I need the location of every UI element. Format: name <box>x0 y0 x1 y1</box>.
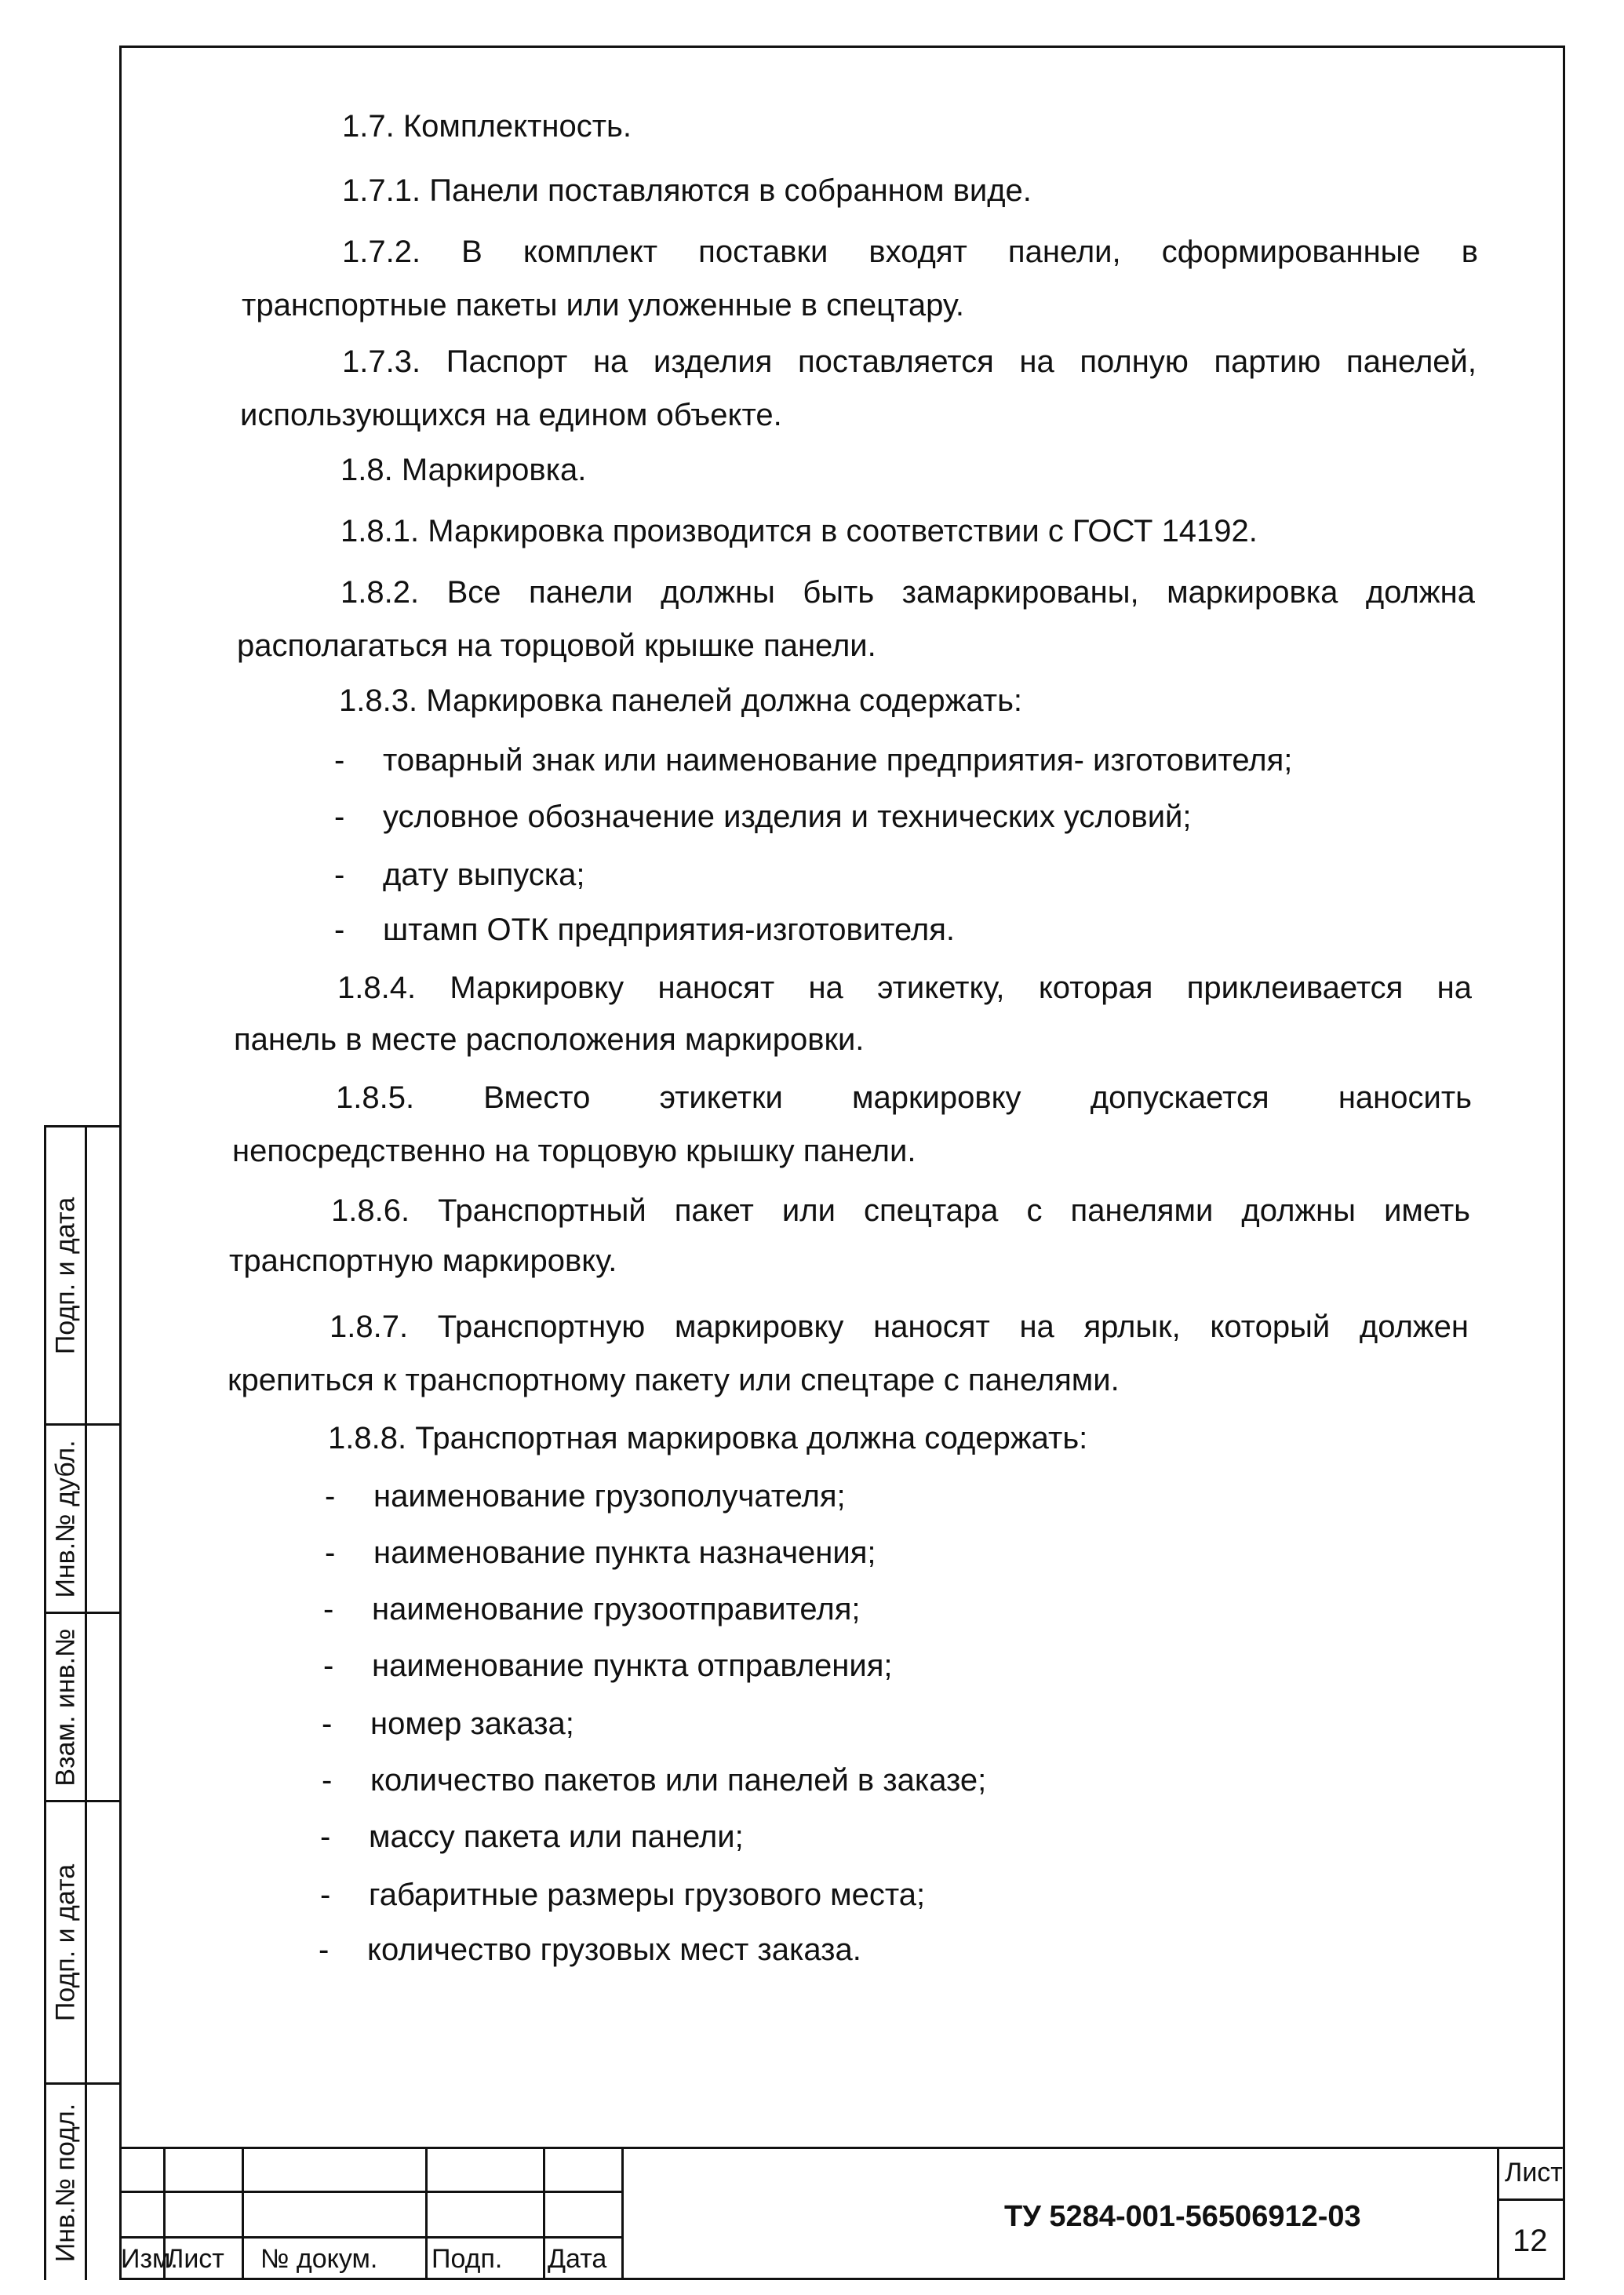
side-cell-podp-data-2 <box>46 1800 122 2082</box>
title-col-izm: Изм. <box>121 2244 178 2274</box>
side-cell-inv-podl <box>46 2082 122 2280</box>
side-cell-inv-dubl <box>46 1423 122 1612</box>
paragraph: 1.7.1. Панели поставляются в собранном виде. <box>342 173 1032 208</box>
paragraph: 1.8.7. Транспортную маркировку наносят на ярлык, который должен <box>330 1310 1469 1344</box>
side-label: Инв.№ дубл. <box>50 1439 80 1598</box>
side-label: Подп. и дата <box>50 1197 80 1354</box>
paragraph: 1.8.2. Все панели должны быть замаркированы, маркировка должна <box>340 575 1475 610</box>
paragraph: 1.7.3. Паспорт на изделия поставляется на полную партию панелей, <box>342 344 1477 379</box>
paragraph: 1.7.2. В комплект поставки входят панели, сформированные в <box>342 235 1478 269</box>
side-label: Взам. инв.№ <box>50 1627 80 1787</box>
paragraph-continuation: использующихся на едином объекте. <box>240 398 782 432</box>
paragraph: 1.8.4. Маркировку наносят на этикетку, которая приклеивается на <box>337 971 1472 1005</box>
side-label: Инв.№ подл. <box>50 2103 80 2262</box>
title-col-data: Дата <box>548 2244 607 2274</box>
paragraph-continuation: крепиться к транспортному пакету или спецтаре с панелями. <box>228 1363 1120 1397</box>
paragraph: 1.8.6. Транспортный пакет или спецтара с панелями должны иметь <box>331 1193 1470 1228</box>
sheet-number: 12 <box>1513 2224 1548 2258</box>
paragraph: 1.8.3. Маркировка панелей должна содержать: <box>339 683 1023 718</box>
paragraph: 1.8.1. Маркировка производится в соответствии с ГОСТ 14192. <box>340 514 1258 548</box>
paragraph-continuation: транспортную маркировку. <box>229 1244 617 1278</box>
sheet-label: Лист <box>1505 2158 1563 2188</box>
document-code: ТУ 5284-001-56506912-03 <box>1004 2200 1361 2233</box>
section-heading: 1.8. Маркировка. <box>340 453 587 487</box>
side-cell-vzam-inv <box>46 1612 122 1800</box>
paragraph-continuation: транспортные пакеты или уложенные в спецтару. <box>242 288 964 322</box>
paragraph-continuation: непосредственно на торцовую крышку панели. <box>232 1134 916 1168</box>
side-cell-podp-data <box>46 1125 122 1423</box>
title-col-dokum: № докум. <box>260 2244 378 2274</box>
title-col-podp: Подп. <box>431 2244 503 2274</box>
paragraph-continuation: располагаться на торцовой крышке панели. <box>237 628 876 663</box>
paragraph: 1.8.8. Транспортная маркировка должна содержать: <box>328 1421 1088 1455</box>
title-block <box>119 2147 1565 2280</box>
side-stamp <box>44 1125 122 2280</box>
paragraph-continuation: панель в месте расположения маркировки. <box>234 1022 865 1057</box>
side-label: Подп. и дата <box>50 1863 80 2021</box>
paragraph: 1.8.5. Вместо этикетки маркировку допускается наносить <box>336 1080 1472 1115</box>
section-heading: 1.7. Комплектность. <box>342 109 632 144</box>
title-col-list: Лист <box>166 2244 224 2274</box>
